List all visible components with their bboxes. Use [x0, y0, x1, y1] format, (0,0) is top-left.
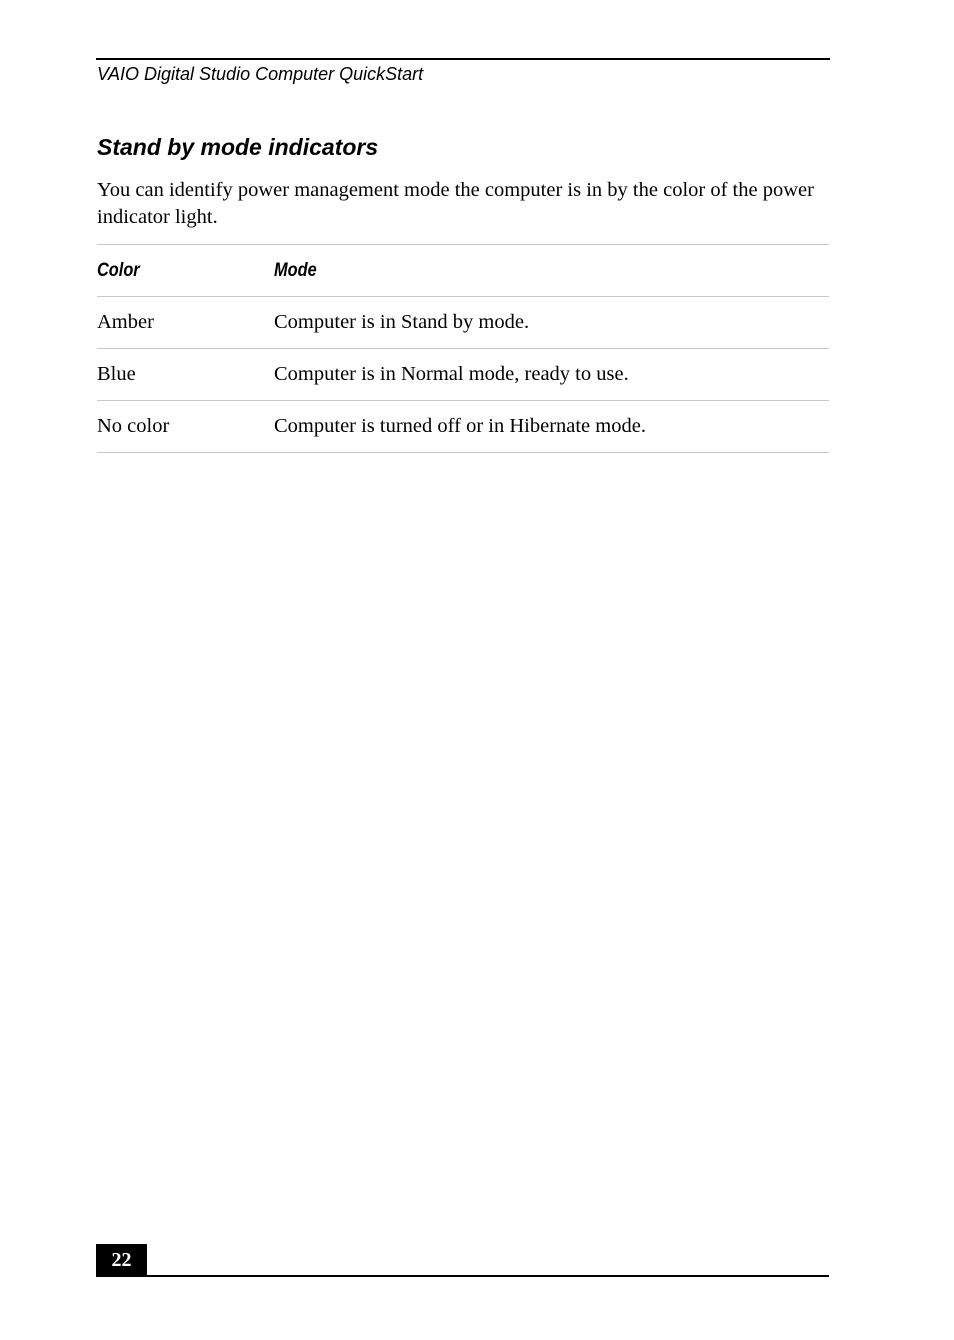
footer-rule: [96, 1275, 829, 1277]
mode-cell: Computer is in Stand by mode.: [274, 297, 829, 349]
column-header-color: Color: [97, 245, 249, 297]
header-rule: [96, 58, 830, 60]
color-cell: Amber: [97, 297, 274, 349]
page-number: 22: [96, 1244, 147, 1276]
section-title: Stand by mode indicators: [97, 134, 379, 160]
running-head: VAIO Digital Studio Computer QuickStart: [97, 64, 424, 84]
indicator-table: [97, 244, 829, 453]
mode-cell: Computer is in Normal mode, ready to use.: [274, 349, 829, 401]
table-header-row: [97, 245, 829, 297]
column-header-mode: Mode: [274, 245, 751, 297]
color-cell: Blue: [97, 349, 274, 401]
table-row: [97, 401, 829, 453]
table-row: [97, 297, 829, 349]
intro-paragraph: You can identify power management mode the computer is in by the color of the power indicator light.: [97, 179, 814, 228]
mode-cell: Computer is turned off or in Hibernate mode.: [274, 401, 829, 453]
table-row: [97, 349, 829, 401]
color-cell: No color: [97, 401, 274, 453]
